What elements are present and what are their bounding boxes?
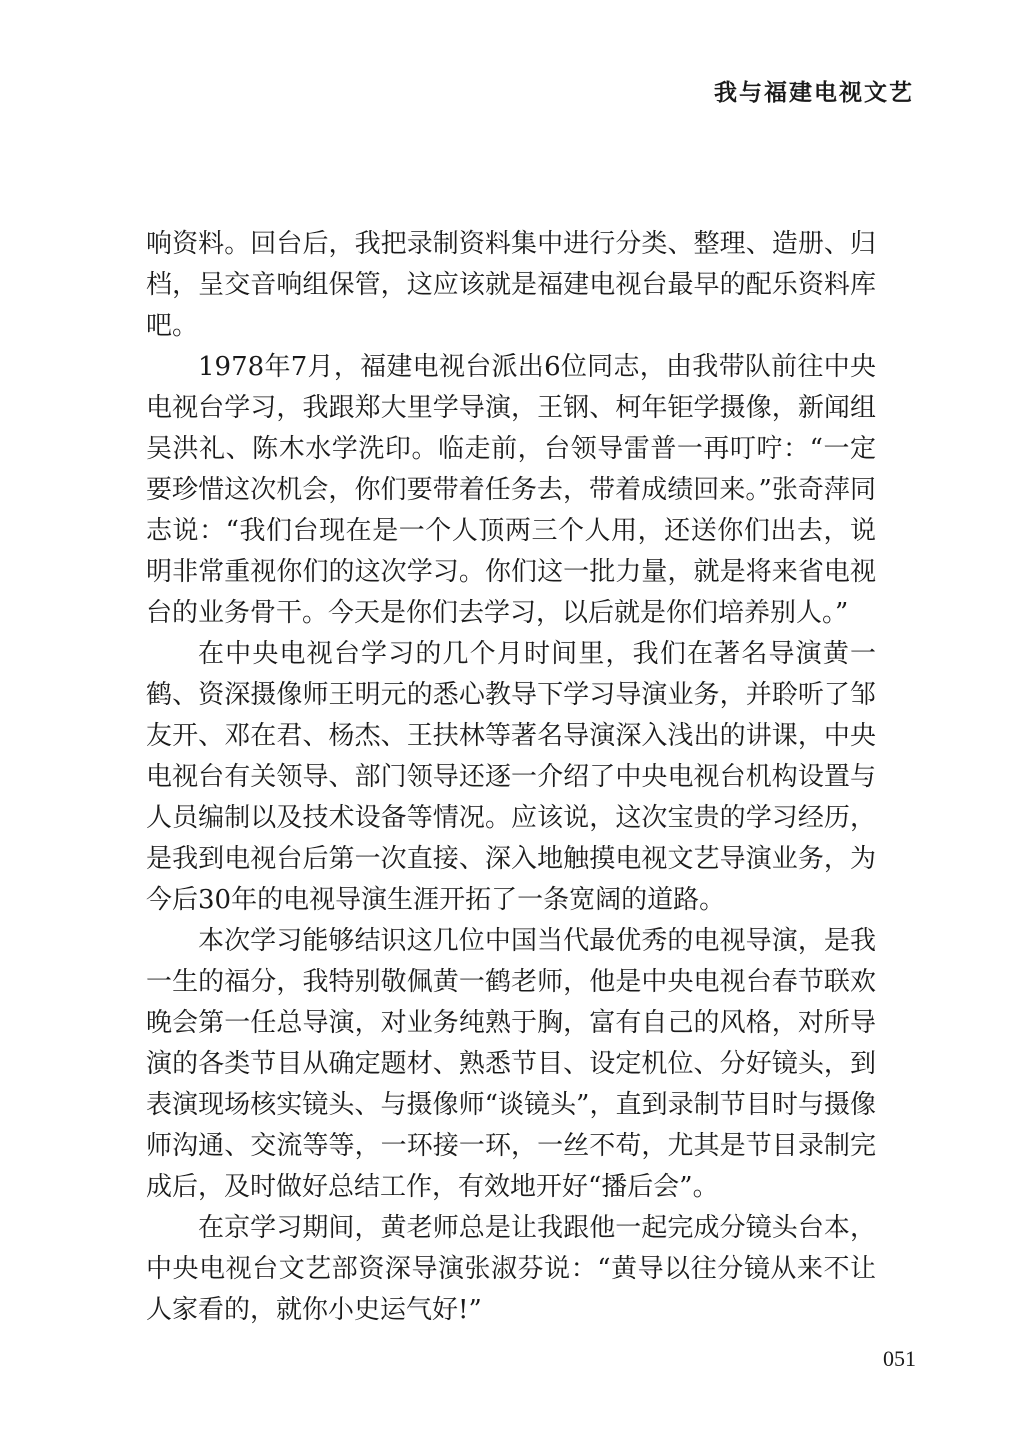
page-number: 051: [883, 1346, 916, 1371]
paragraph: 响资料。回台后，我把录制资料集中进行分类、整理、造册、归档，呈交音响组保管，这应该就是福建电视台最早的配乐资料库吧。: [146, 229, 876, 341]
paragraph: 1978年7月，福建电视台派出6位同志，由我带队前往中央电视台学习，我跟郑大里学导演，王钢、柯年钜学摄像，新闻组吴洪礼、陈木水学洗印。临走前，台领导雷普一再叮咛：“一定要珍惜这次机会，你们要带着任务去，带着成绩回来。”张奇萍同志说：“我们台现在是一个人顶两三个人用，还送你们出去，说明非常重视你们的这次学习。你们这一批力量，就是将来省电视台的业务骨干。今天是你们去学习，以后就是你们培养别人。”: [146, 352, 876, 628]
paragraph: 在中央电视台学习的几个月时间里，我们在著名导演黄一鹤、资深摄像师王明元的悉心教导下学习导演业务，并聆听了邹友开、邓在君、杨杰、王扶林等著名导演深入浅出的讲课，中央电视台有关领导、部门领导还逐一介绍了中央电视台机构设置与人员编制以及技术设备等情况。应该说，这次宝贵的学习经历，是我到电视台后第一次直接、深入地触摸电视文艺导演业务，为今后30年的电视导演生涯开拓了一条宽阔的道路。: [146, 639, 876, 915]
running-header: 我与福建电视文艺: [714, 79, 914, 106]
paragraph: 本次学习能够结识这几位中国当代最优秀的电视导演，是我一生的福分，我特别敬佩黄一鹤老师，他是中央电视台春节联欢晚会第一任总导演，对业务纯熟于胸，富有自己的风格，对所导演的各类节目从确定题材、熟悉节目、设定机位、分好镜头，到表演现场核实镜头、与摄像师“谈镜头”，直到录制节目时与摄像师沟通、交流等等，一环接一环，一丝不苟，尤其是节目录制完成后，及时做好总结工作，有效地开好“播后会”。: [146, 926, 876, 1202]
body-text: [146, 224, 876, 1331]
paragraph: 在京学习期间，黄老师总是让我跟他一起完成分镜头台本，中央电视台文艺部资深导演张淑芬说：“黄导以往分镜从来不让人家看的，就你小史运气好!”: [146, 1213, 876, 1325]
